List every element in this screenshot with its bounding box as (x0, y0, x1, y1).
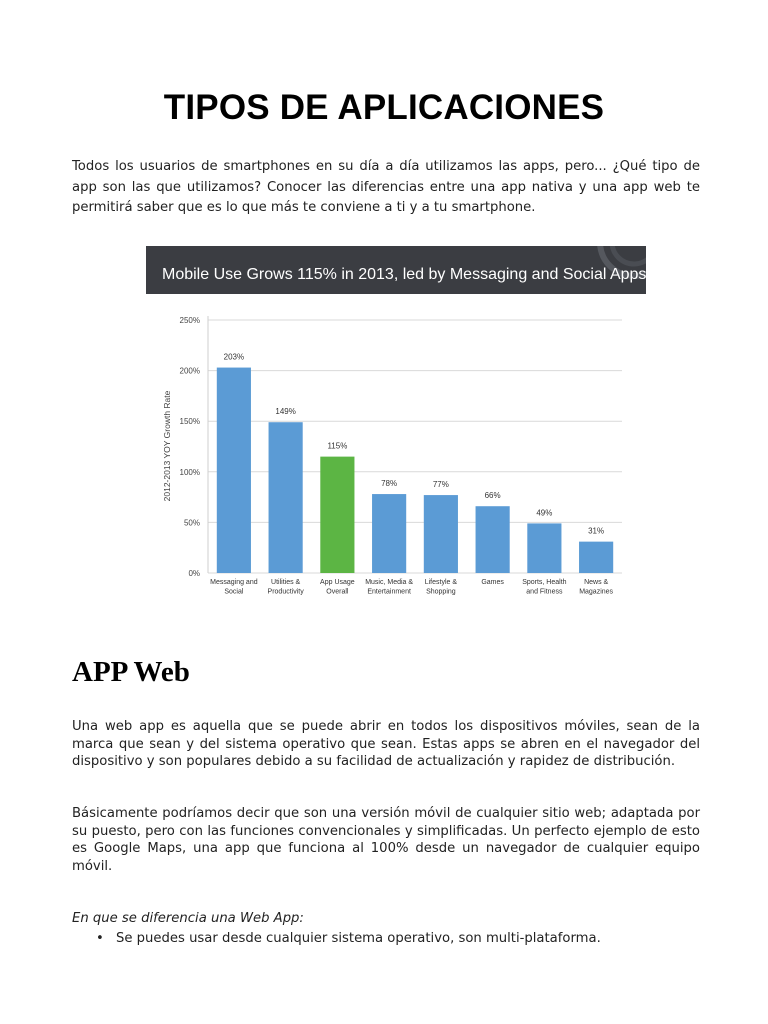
chart-plot (180, 316, 622, 596)
web-app-paragraph-1: Una web app es aquella que se puede abrir en todos los dispositivos móviles, sean de la marca que sean y del sistema operativo que sean. Estas apps se abren en el navegador del dispositivo y son populares debido a su facilidad de actualización y rapidez de distribución. (72, 719, 700, 769)
web-app-paragraph-2: Básicamente podríamos decir que son una versión móvil de cualquier sitio web; adaptada por su puesto, pero con las funciones convencionales y simplificadas. Un perfecto ejemplo de esto es Google Maps, una app que funciona al 100% desde un navegador de cualquier equipo móvil. (72, 806, 700, 874)
intro-paragraph: Todos los usuarios de smartphones en su día a día utilizamos las apps, pero... ¿Qué tipo de app son las que utilizamos? Conocer las diferencias entre una app nativa y una app web te permitirá saber que es lo que más te conviene a ti y a tu smartphone. (72, 159, 700, 215)
chart-y-tick-label: 200% (179, 366, 200, 376)
chart-title: Mobile Use Grows 115% in 2013, led by Messaging and Social Apps (162, 266, 646, 283)
chart-y-tick-label: 50% (183, 518, 200, 528)
growth-chart (146, 246, 646, 606)
section-heading: APP Web (72, 656, 190, 688)
chart-y-tick-label: 150% (179, 417, 200, 427)
chart-data-label: 77% (432, 480, 449, 490)
chart-y-tick-label: 250% (179, 316, 200, 325)
chart-x-tick-label: Overall (326, 588, 349, 596)
chart-y-axis-label: 2012-2013 YOY Growth Rate (162, 390, 172, 502)
differences-title: En que se diferencia una Web App: (72, 911, 304, 926)
chart-x-tick-label: Messaging and (210, 579, 258, 586)
chart-bar (217, 368, 251, 573)
page-title: TIPOS DE APLICACIONES (163, 88, 605, 127)
chart-data-label: 115% (327, 441, 348, 451)
chart-data-label: 78% (381, 479, 398, 489)
chart-bar (269, 422, 303, 573)
chart-bar (424, 495, 458, 573)
chart-x-tick-label: Social (224, 588, 244, 596)
chart-bar (527, 523, 561, 573)
chart-x-tick-label: App Usage (320, 579, 355, 586)
chart-bar (372, 494, 406, 573)
chart-data-label: 66% (484, 491, 501, 501)
chart-data-label: 203% (223, 352, 245, 362)
chart-y-tick-label: 0% (188, 569, 200, 578)
chart-x-tick-label: Productivity (267, 588, 304, 596)
chart-data-label: 31% (588, 526, 605, 536)
chart-x-tick-label: News & (584, 579, 609, 586)
chart-x-tick-label: Utilities & (271, 579, 301, 586)
chart-x-tick-label: Sports, Health (522, 579, 567, 586)
chart-bar (320, 457, 354, 573)
chart-x-tick-label: Shopping (426, 588, 456, 596)
list-item (96, 931, 601, 946)
chart-bar (476, 506, 510, 573)
chart-bar (579, 542, 613, 573)
chart-x-tick-label: Games (481, 579, 504, 586)
chart-x-tick-label: Music, Media & (365, 579, 414, 586)
chart-x-tick-label: Lifestyle & (424, 579, 458, 586)
chart-data-label: 49% (536, 508, 553, 518)
chart-x-tick-label: Magazines (579, 588, 614, 596)
chart-data-label: 149% (275, 407, 296, 417)
differences-list (96, 931, 601, 946)
list-item-text: Se puedes usar desde cualquier sistema operativo, son multi-plataforma. (116, 931, 601, 946)
chart-x-tick-label: Entertainment (367, 588, 411, 596)
chart-x-tick-label: and Fitness (526, 588, 563, 596)
bullet-icon: • (96, 931, 104, 946)
chart-y-tick-label: 100% (179, 467, 200, 477)
chart-svg (146, 246, 646, 606)
